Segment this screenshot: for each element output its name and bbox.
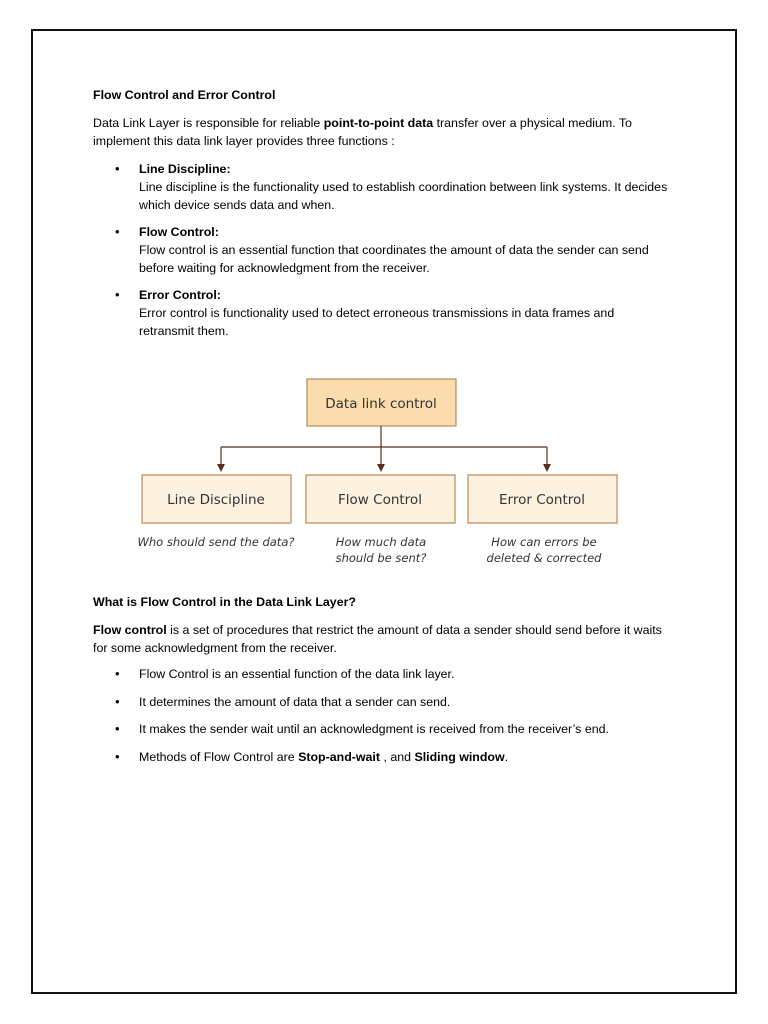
list-item-methods: [93, 748, 668, 766]
method-sliding-window: Sliding window: [414, 749, 505, 764]
list-item: • It makes the sender wait until an acknowledgment is received from the receiver’s end.: [93, 720, 668, 738]
node-flow-control-label: Flow Control: [338, 492, 422, 508]
intro-text-b: transfer over a physical medium. To implement this data link layer provides three functions :: [93, 116, 632, 148]
caption-error-control-line1: How can errors be: [491, 535, 597, 549]
definition-text: is a set of procedures that restrict the amount of data a sender should send before it waits for some acknowledgment from the receiver.: [93, 623, 662, 655]
methods-end: .: [504, 749, 509, 764]
methods-mid: , and: [380, 749, 415, 764]
list-item: • It determines the amount of data that a sender can send.: [93, 693, 668, 711]
function-desc: Error control is functionality used to detect erroneous transmissions in data frames and retransmit them.: [139, 306, 615, 338]
function-desc: Line discipline is the functionality used to establish coordination between link systems. It decides which device sends data and when.: [139, 180, 668, 212]
definition-term: Flow control: [93, 623, 167, 637]
section-what-is-flow-control: [93, 593, 668, 766]
caption-flow-control-line1: How much data: [335, 535, 427, 549]
node-line-discipline-label: Line Discipline: [167, 492, 265, 508]
methods-prefix: Methods of Flow Control are: [139, 749, 299, 764]
caption-error-control-line2: deleted & corrected: [486, 551, 602, 565]
section-flow-error-control: [93, 86, 668, 340]
list-item: [93, 223, 668, 277]
intro-text-a: Data Link Layer is responsible for reliable: [93, 116, 324, 130]
function-term: Line Discipline:: [139, 162, 231, 176]
caption-line-discipline: Who should send the data?: [137, 535, 295, 549]
definition-paragraph: [93, 621, 668, 657]
root-node-label: Data link control: [325, 396, 437, 412]
function-term: Flow Control:: [139, 225, 219, 239]
section2-title: What is Flow Control in the Data Link Layer?: [93, 595, 356, 609]
flow-control-facts-list: [93, 665, 668, 766]
method-stop-and-wait: Stop-and-wait: [298, 749, 381, 764]
node-error-control-label: Error Control: [499, 492, 585, 508]
section-title: Flow Control and Error Control: [93, 88, 276, 102]
data-link-control-diagram: [135, 376, 635, 576]
function-desc: Flow control is an essential function that coordinates the amount of data the sender can send before waiting for acknowledgment from the receiver.: [139, 243, 649, 275]
list-item: [93, 286, 668, 340]
caption-flow-control-line2: should be sent?: [335, 551, 427, 565]
list-item: • Flow Control is an essential function of the data link layer.: [93, 665, 668, 683]
intro-bold-text: point-to-point data: [323, 116, 434, 130]
intro-paragraph: [93, 114, 668, 150]
list-item: [93, 160, 668, 214]
function-term: Error Control:: [139, 288, 221, 302]
functions-list: [93, 160, 668, 340]
